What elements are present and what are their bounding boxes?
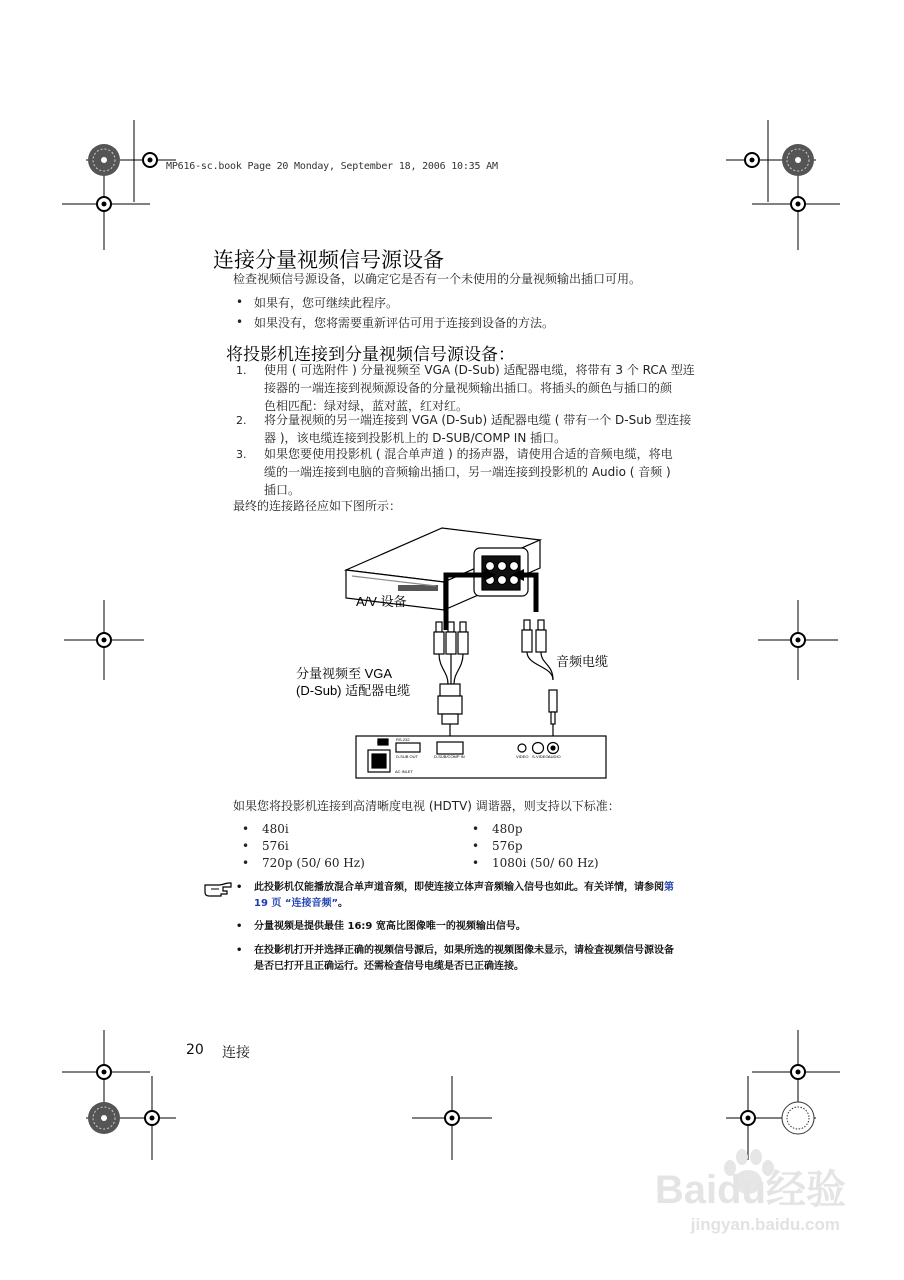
port-label-svideo: S-VIDEO	[532, 754, 549, 759]
hdtv-standard-left: 720p (50/ 60 Hz)	[262, 856, 365, 870]
hdtv-standard-left: 576i	[262, 839, 289, 853]
note-3-line-1: 在投影机打开并选择正确的视频信号源后，如果所选的视频图像未显示，请检查视频信号源设备	[254, 945, 674, 956]
bullet-dot: •	[472, 839, 480, 853]
av-device-label: A/V 设备	[356, 594, 407, 609]
section-intro: 检查视频信号源设备，以确定它是否有一个未使用的分量视频输出插口可用。	[233, 272, 642, 286]
audio-cable-label: 音频电缆	[556, 654, 609, 669]
footer-section-name: 连接	[222, 1045, 250, 1061]
adapter-cable-label-1: 分量视频至 VGA	[296, 666, 393, 681]
bullet-item: 如果有，您可继续此程序。	[254, 296, 399, 310]
final-path-caption: 最终的连接路径应如下图所示：	[233, 499, 402, 513]
note-1-link[interactable]: 19 页 “连接音频”	[254, 898, 339, 909]
hdtv-standard-right: 576p	[492, 839, 523, 853]
step-line: 使用 ( 可选附件 ) 分量视频至 VGA (D-Sub) 适配器电缆，将带有 3 个 RCA 型连	[264, 363, 695, 377]
step-line: 如果您要使用投影机 ( 混合单声道 ) 的扬声器，请使用合适的音频电缆，将电	[264, 447, 673, 461]
watermark-brand: Baidu经验	[654, 1168, 846, 1212]
hdtv-standard-left: 480i	[262, 822, 289, 836]
step-line: 将分量视频的另一端连接到 VGA (D-Sub) 适配器电缆 ( 带有一个 D-Sub 型连接	[264, 413, 692, 427]
note-1-link-part-1[interactable]: 第	[664, 882, 674, 893]
adapter-cable-label-2: (D-Sub) 适配器电缆	[296, 683, 411, 698]
bullet-dot: •	[242, 839, 250, 853]
bullet-dot: •	[236, 315, 244, 329]
vga-plug	[438, 684, 462, 740]
port-label-dsub-comp-in: D-SUB/COMP IN	[434, 754, 465, 759]
section-title: 连接分量视频信号源设备	[213, 248, 444, 272]
port-label-dsub-out: D-SUB OUT	[396, 754, 418, 759]
step-line: 色相匹配：绿对绿，蓝对蓝，红对红。	[264, 399, 469, 413]
component-rca-plugs	[434, 622, 468, 684]
step-line: 接器的一端连接到视频源设备的分量视频输出插口。将插头的颜色与插口的颜	[264, 381, 673, 395]
step-number: 1.	[236, 364, 247, 377]
note-2: 分量视频是提供最佳 16:9 宽高比图像唯一的视频输出信号。	[254, 921, 526, 932]
port-label-video: VIDEO	[516, 754, 529, 759]
bullet-dot: •	[236, 295, 244, 309]
bullet-dot: •	[242, 822, 250, 836]
print-header: MP616-sc.book Page 20 Monday, September 18, 2006 10:35 AM	[166, 161, 498, 172]
projector-rear-panel	[356, 736, 606, 778]
page-number: 20	[186, 1042, 204, 1058]
hdtv-standard-right: 480p	[492, 822, 523, 836]
note-1-line-2	[254, 896, 348, 912]
port-label-rs232: RS-232	[396, 737, 410, 742]
audio-rca-plugs	[522, 620, 553, 680]
note-1-end: 。	[338, 898, 349, 909]
bullet-item: 如果没有，您将需要重新评估可用于连接到设备的方法。	[254, 316, 555, 330]
hdtv-standard-right: 1080i (50/ 60 Hz)	[492, 856, 599, 870]
step-number: 3.	[236, 448, 247, 461]
step-number: 2.	[236, 414, 247, 427]
bullet-dot: •	[472, 822, 480, 836]
bullet-dot: •	[236, 945, 243, 956]
step-line: 器 )，该电缆连接到投影机上的 D-SUB/COMP IN 插口。	[264, 431, 567, 445]
hand-pointer-icon	[203, 879, 233, 899]
audio-mini-jack	[549, 690, 557, 740]
port-label-ac-inlet: AC INLET	[395, 769, 414, 774]
bullet-dot: •	[236, 882, 243, 893]
watermark-url: jingyan.baidu.com	[690, 1215, 840, 1234]
step-line: 插口。	[264, 483, 301, 497]
note-1-line-1	[254, 880, 674, 896]
subsection-title: 将投影机连接到分量视频信号源设备：	[226, 345, 515, 365]
bullet-dot: •	[472, 856, 480, 870]
port-label-audio: AUDIO	[548, 754, 561, 759]
step-line: 缆的一端连接到电脑的音频输出插口，另一端连接到投影机的 Audio ( 音频 )	[264, 465, 671, 479]
port-label-usb: USB	[377, 740, 386, 745]
hdtv-intro: 如果您将投影机连接到高清晰度电视 (HDTV) 调谐器，则支持以下标准：	[233, 799, 620, 813]
note-1-text: 此投影机仅能播放混合单声道音频，即使连接立体声音频输入信号也如此。有关详情，请参阅	[254, 882, 664, 893]
bullet-dot: •	[236, 921, 243, 932]
note-3-line-2: 是否已打开且正确运行。还需检查信号电缆是否已正确连接。	[254, 961, 524, 972]
bullet-dot: •	[242, 856, 250, 870]
